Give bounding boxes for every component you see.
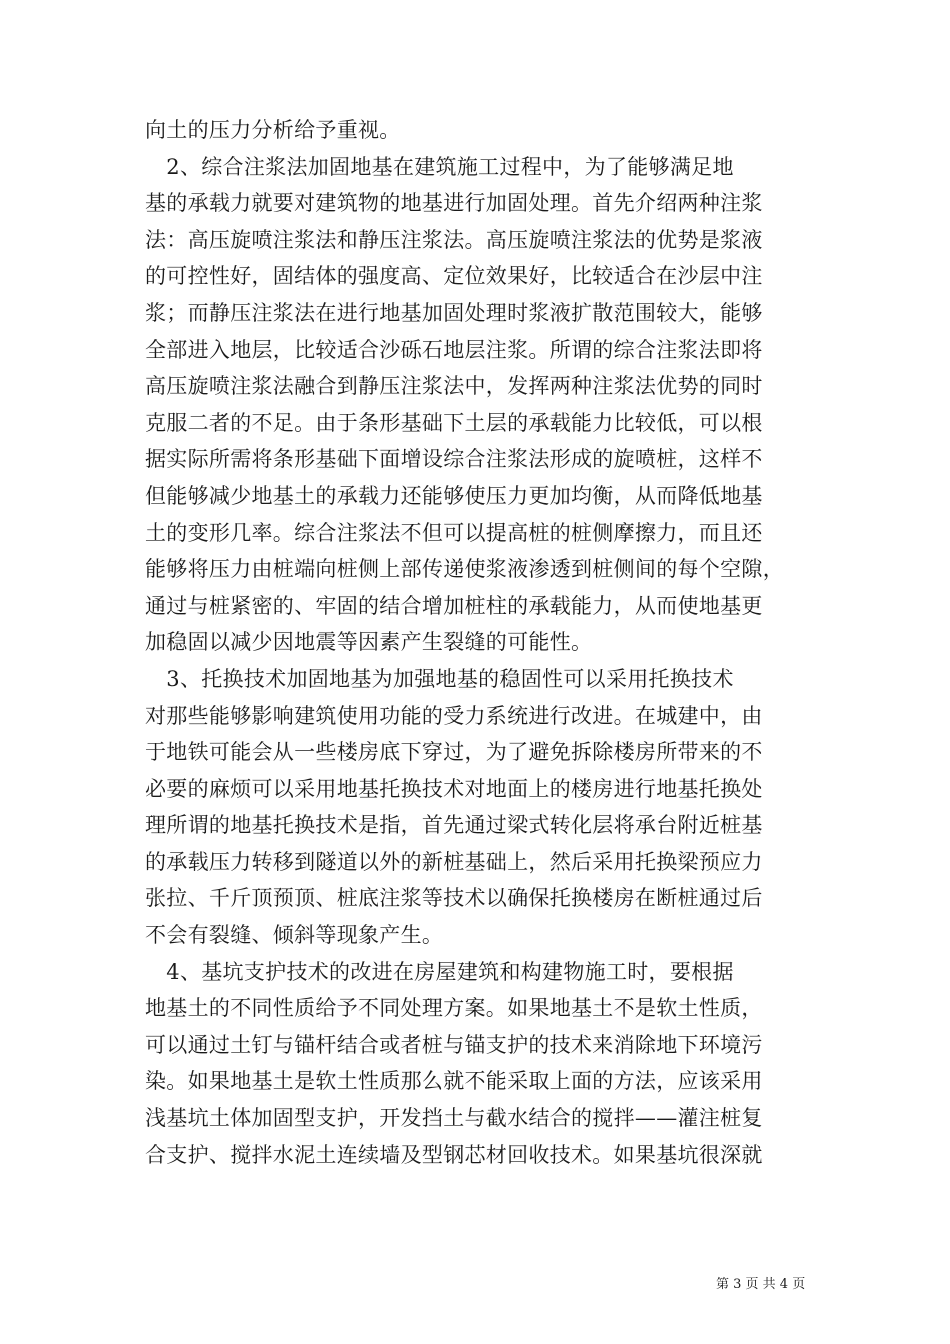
text-line: 高压旋喷注浆法融合到静压注浆法中，发挥两种注浆法优势的同时 — [145, 374, 763, 399]
text-line: 浆；而静压注浆法在进行地基加固处理时浆液扩散范围较大，能够 — [145, 300, 763, 325]
text-line: 2、综合注浆法加固地基在建筑施工过程中，为了能够满足地 — [145, 154, 734, 179]
text-line: 不会有裂缝、倾斜等现象产生。 — [145, 923, 444, 948]
text-line: 张拉、千斤顶预顶、桩底注浆等技术以确保托换楼房在断桩通过后 — [145, 886, 763, 911]
text-line: 于地铁可能会从一些楼房底下穿过，为了避免拆除楼房所带来的不 — [145, 740, 763, 765]
text-line: 必要的麻烦可以采用地基托换技术对地面上的楼房进行地基托换处 — [145, 776, 763, 801]
text-line: 合支护、搅拌水泥土连续墙及型钢芯材回收技术。如果基坑很深就 — [145, 1142, 763, 1167]
text-line: 加稳固以减少因地震等因素产生裂缝的可能性。 — [145, 630, 593, 655]
page-number-footer: 第 3 页 共 4 页 — [716, 1277, 806, 1292]
text-line: 3、托换技术加固地基为加强地基的稳固性可以采用托换技术 — [145, 666, 734, 691]
text-line: 理所谓的地基托换技术是指，首先通过梁式转化层将承台附近桩基 — [145, 813, 763, 838]
text-line: 的承载压力转移到隧道以外的新桩基础上，然后采用托换梁预应力 — [145, 849, 763, 874]
text-line: 能够将压力由桩端向桩侧上部传递使浆液渗透到桩侧间的每个空隙， — [145, 557, 784, 582]
text-line: 通过与桩紧密的、牢固的结合增加桩柱的承载能力，从而使地基更 — [145, 593, 763, 618]
text-line: 可以通过土钉与锚杆结合或者桩与锚支护的技术来消除地下环境污 — [145, 1032, 763, 1057]
text-line: 土的变形几率。综合注浆法不但可以提高桩的桩侧摩擦力，而且还 — [145, 520, 763, 545]
text-line: 染。如果地基土是软土性质那么就不能采取上面的方法，应该采用 — [145, 1069, 763, 1094]
text-line: 但能够减少地基土的承载力还能够使压力更加均衡，从而降低地基 — [145, 483, 763, 508]
text-line: 4、基坑支护技术的改进在房屋建筑和构建物施工时，要根据 — [145, 959, 734, 984]
text-line: 地基土的不同性质给予不同处理方案。如果地基土不是软土性质， — [145, 996, 763, 1021]
text-line: 的可控性好，固结体的强度高、定位效果好，比较适合在沙层中注 — [145, 264, 763, 289]
text-line: 对那些能够影响建筑使用功能的受力系统进行改进。在城建中，由 — [145, 703, 763, 728]
text-line: 向土的压力分析给予重视。 — [145, 118, 401, 142]
text-line: 法：高压旋喷注浆法和静压注浆法。高压旋喷注浆法的优势是浆液 — [145, 227, 763, 252]
text-line: 全部进入地层，比较适合沙砾石地层注浆。所谓的综合注浆法即将 — [145, 337, 763, 362]
text-line: 克服二者的不足。由于条形基础下土层的承载能力比较低，可以根 — [145, 410, 763, 435]
text-line: 基的承载力就要对建筑物的地基进行加固处理。首先介绍两种注浆 — [145, 191, 763, 216]
text-line: 浅基坑土体加固型支护，开发挡土与截水结合的搅拌——灌注桩复 — [145, 1106, 763, 1131]
document-body — [145, 112, 807, 1173]
text-line: 据实际所需将条形基础下面增设综合注浆法形成的旋喷桩，这样不 — [145, 447, 763, 472]
